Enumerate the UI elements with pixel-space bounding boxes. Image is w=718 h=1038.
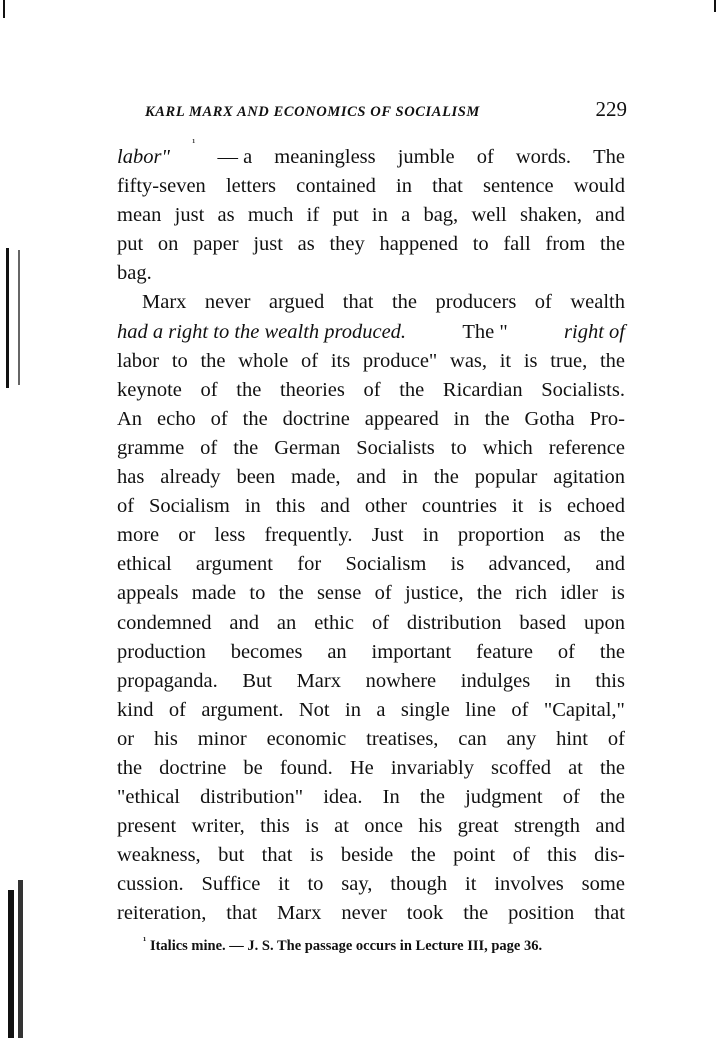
text-line [117,259,625,288]
word: treatises, [366,727,439,750]
word: the [476,582,502,605]
word: great [457,815,499,838]
text-line [117,870,625,899]
word: argued [268,291,325,314]
word: fall [503,233,531,256]
word: the [242,407,268,430]
text-line [117,492,625,521]
text-segment: words. [515,146,572,168]
word: this [260,815,290,838]
word: the [599,786,625,809]
word: other [364,495,407,518]
word: mean [117,204,162,227]
word: becomes [230,640,303,663]
scan-edge-mark [8,890,14,1038]
word: point [453,844,496,867]
word: happened [379,233,458,256]
word: shaken, [519,204,583,227]
word: found. [279,756,333,779]
word: feature [476,640,534,663]
word: involves [494,873,564,896]
word: Ricardian [442,378,523,401]
word: ethical [117,553,172,576]
word: single [400,698,450,721]
word: as [217,204,235,227]
word: labor [117,349,160,372]
word: He [349,756,374,779]
word: echoed [566,495,625,518]
text-segment: labor" [117,146,171,168]
word: propaganda. [117,669,218,692]
word: some [581,873,625,896]
word: writer, [191,815,245,838]
word: in [396,175,412,198]
running-header [145,97,627,121]
word: any [506,727,537,750]
word: the [391,291,418,314]
word: sentence [483,175,554,198]
word: rich [515,582,548,605]
word: that [261,844,293,867]
word: the [399,378,425,401]
word: frequently. [264,524,353,547]
word: indulges [460,669,531,692]
text-line [117,230,625,259]
text-line [117,347,625,376]
word: been [236,466,276,489]
word: to [472,233,489,256]
word: is [523,349,538,372]
scan-edge-mark [714,0,716,12]
word: nowhere [365,669,437,692]
word: weakness, [117,844,201,867]
text-line [117,137,625,172]
word: Pro- [589,407,625,430]
word: though [390,873,448,896]
word: in [453,407,470,430]
word: Marx [142,291,187,314]
word: his [418,815,443,838]
word: distribution" [200,786,304,809]
scan-edge-mark [18,880,23,1038]
word: the [419,786,445,809]
word: idler [560,582,598,605]
word: idea. [323,786,363,809]
word: is [611,582,625,605]
word: line [465,698,496,721]
word: In [382,786,400,809]
word: an [276,611,297,634]
word: that [342,291,374,314]
word: of [534,291,552,314]
word: distribution [406,611,502,634]
word: the [410,844,436,867]
footnote-marker: ¹ [143,935,147,947]
text-segment: bag. [117,262,152,285]
word: Gotha [524,407,575,430]
word: as [563,524,581,547]
word: advanced, [488,553,572,576]
text-line [117,318,625,347]
word: position [508,902,575,925]
word: of [511,698,529,721]
word: Socialists [356,436,435,459]
text-line [117,754,625,783]
word: say, [341,873,373,896]
word: as [297,233,315,256]
word: paper [193,233,239,256]
text-line [117,579,625,608]
word: Socialism [345,553,427,576]
word: more [117,524,160,547]
word: can [458,727,487,750]
word: doctrine [282,407,350,430]
word: kind [117,698,154,721]
word: doctrine [159,756,227,779]
word: But [242,669,272,692]
word: at [334,815,349,838]
word: they [329,233,365,256]
word: whole [238,349,289,372]
page-number: 229 [595,97,627,121]
word: to [307,873,324,896]
word: is [305,815,319,838]
word: well [471,204,507,227]
word: of [607,727,625,750]
word: to [249,582,266,605]
word: already [160,466,221,489]
word: minor [197,727,247,750]
word: the [599,233,625,256]
word: never [204,291,251,314]
word: in [244,495,261,518]
word: just [253,233,283,256]
text-line [117,201,625,230]
word: beside [340,844,394,867]
word: and [229,611,260,634]
word: at [568,756,583,779]
word: sense [316,582,362,605]
word: ethic [314,611,355,634]
word: just [174,204,205,227]
word: appeared [364,407,439,430]
text-line [117,550,625,579]
text-line [117,609,625,638]
word: contained [296,175,376,198]
word: popular [474,466,538,489]
word: the [117,756,143,779]
word: would [573,175,625,198]
word: it [511,495,524,518]
word: of [168,698,186,721]
word: production [117,640,206,663]
word: letters [225,175,277,198]
word: of [363,378,381,401]
word: on [157,233,179,256]
word: this [547,844,577,867]
word: echo [157,407,196,430]
text-line [117,376,625,405]
word: it [465,873,477,896]
text-segment: jumble [397,146,455,168]
word: of [371,611,390,634]
word: of [557,640,575,663]
word: appeals [117,582,179,605]
word: of [301,349,319,372]
text-line [117,783,625,812]
word: if [306,204,320,227]
word: cussion. [117,873,184,896]
word: produce" [362,349,438,372]
text-line [117,463,625,492]
word: true, [550,349,588,372]
word: the [484,407,510,430]
word: the [599,524,625,547]
word: much [247,204,294,227]
word: agitation [553,466,625,489]
word: the [200,349,226,372]
word: Socialism [149,495,230,518]
word: countries [421,495,498,518]
word: argument [195,553,273,576]
text-segment: — a [217,146,253,168]
word: keynote [117,378,182,401]
running-title: KARL MARX AND ECONOMICS OF SOCIALISM [145,104,480,120]
text-line [117,696,625,725]
word: an [327,640,347,663]
word: economic [266,727,347,750]
word: Marx [296,669,341,692]
word: made [191,582,237,605]
text-line [117,899,625,928]
word: that [594,902,625,925]
word: is [538,495,552,518]
word: proportion [457,524,545,547]
word: Suffice [201,873,261,896]
word: in [401,466,418,489]
word: the [599,756,625,779]
word: of [210,407,228,430]
text-line [117,725,625,754]
word: made, [291,466,341,489]
text-line [117,288,625,317]
word: An [117,407,143,430]
word: to [450,436,467,459]
word: is [450,553,465,576]
text-line [117,434,625,463]
word: strength [513,815,580,838]
text-line [117,841,625,870]
word: and [356,466,387,489]
word: of [374,582,392,605]
word: and [595,815,625,838]
footnote-reference: ¹ [192,137,196,149]
word: Not [298,698,330,721]
word: gramme [117,436,185,459]
scan-edge-mark [18,250,20,385]
word: from [545,233,586,256]
word: Just [371,524,404,547]
footnote [143,935,543,955]
text-line [117,405,625,434]
word: scoffed [491,756,551,779]
word: this [595,669,625,692]
word: its [330,349,351,372]
word: fifty-seven [117,175,206,198]
word: or [178,524,196,547]
text-line [117,812,625,841]
word: wealth [570,291,625,314]
word: the [236,378,262,401]
scan-edge-mark [6,248,9,388]
word: German [274,436,341,459]
word: of [117,495,135,518]
word: never [341,902,387,925]
word: upon [583,611,625,634]
word: put [117,233,144,256]
text-segment: had a right to the wealth produced. [117,320,407,343]
scan-edge-mark [3,0,5,18]
word: that [226,902,258,925]
word: a [401,204,411,227]
word: took [406,902,444,925]
word: a [376,698,386,721]
word: in [371,204,388,227]
word: the [233,436,259,459]
word: put [332,204,359,227]
word: which [482,436,533,459]
word: once [364,815,403,838]
word: and [595,553,625,576]
text-segment: The [593,146,625,168]
word: invariably [390,756,474,779]
word: "Capital," [543,698,625,721]
text-line [117,638,625,667]
word: it [499,349,512,372]
word: the [463,902,489,925]
word: in [422,524,439,547]
word: was, [450,349,488,372]
word: in [554,669,571,692]
word: his [153,727,178,750]
word: reference [548,436,625,459]
word: argument. [201,698,284,721]
word: based [519,611,567,634]
word: producers [435,291,517,314]
word: Marx [276,902,322,925]
word: the [433,466,459,489]
word: condemned [117,611,212,634]
word: for [297,553,322,576]
word: dis- [594,844,625,867]
word: the [599,640,625,663]
footnote-text: Italics mine. — J. S. The passage occurs in Lecture III, page 36. [149,938,543,954]
word: and [595,204,625,227]
word: or [117,727,135,750]
word: it [278,873,290,896]
text-segment: of [476,146,494,168]
text-segment: The " [462,320,508,343]
word: justice, [404,582,464,605]
word: "ethical [117,786,181,809]
word: in [345,698,361,721]
word: important [371,640,452,663]
word: be [243,756,263,779]
text-line [117,667,625,696]
word: has [117,466,145,489]
word: bag, [423,204,459,227]
text-line [117,172,625,201]
word: the [278,582,304,605]
word: of [200,436,218,459]
word: but [218,844,245,867]
word: and [320,495,350,518]
word: of [512,844,530,867]
text-segment: meaningless [274,146,376,168]
word: Socialists. [541,378,625,401]
text-segment: right of [564,320,625,343]
body-text [117,137,625,929]
word: judgment [465,786,543,809]
word: reiteration, [117,902,207,925]
word: to [171,349,188,372]
text-line [117,521,625,550]
word: of [200,378,218,401]
word: of [562,786,580,809]
word: theories [279,378,345,401]
word: that [432,175,463,198]
word: this [275,495,306,518]
word: the [599,349,625,372]
word: is [309,844,324,867]
word: less [214,524,246,547]
word: present [117,815,177,838]
word: hint [556,727,588,750]
